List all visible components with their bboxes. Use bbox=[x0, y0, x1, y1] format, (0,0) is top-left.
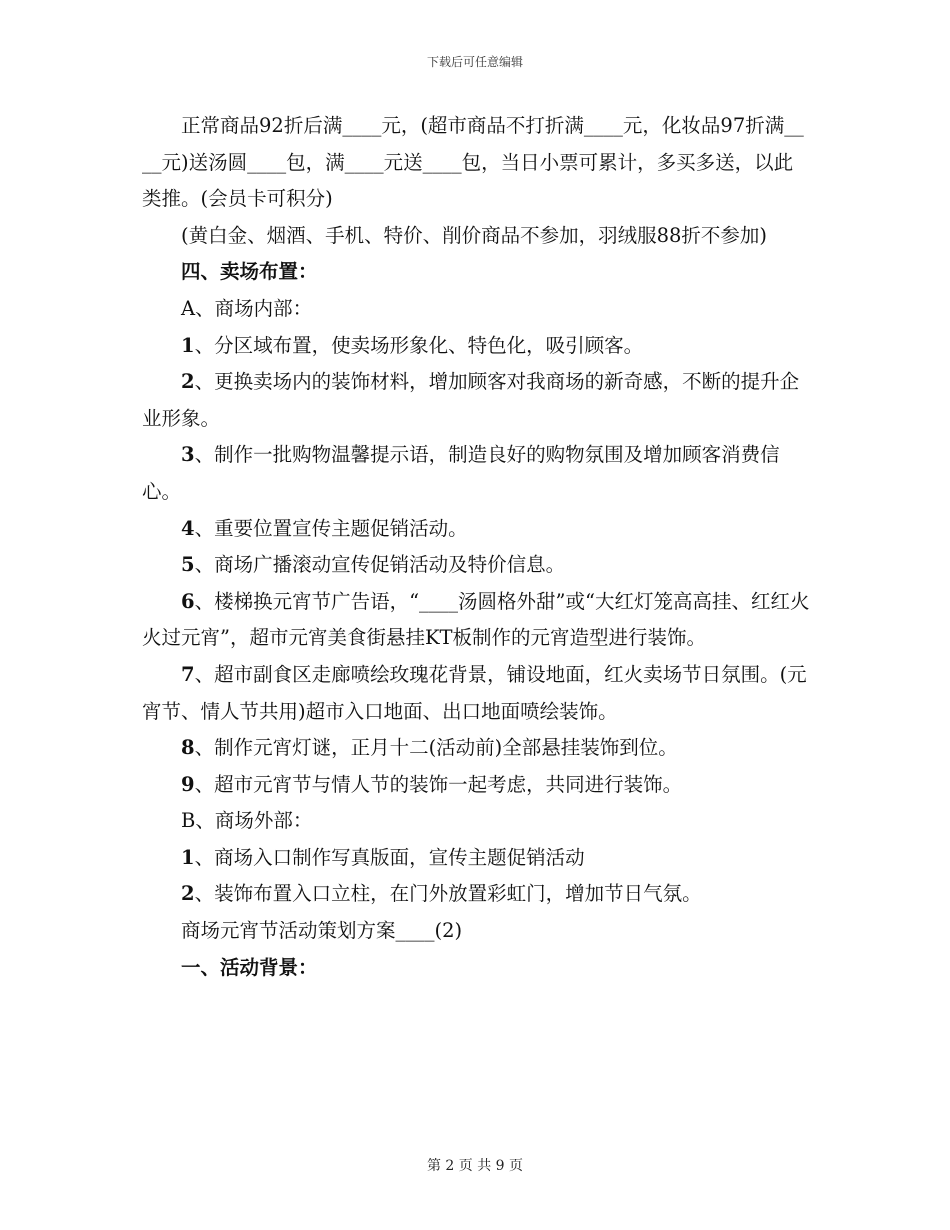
list-item-text: 、制作一批购物温馨提示语，制造良好的购物氛围及增加顾客消费信心。 bbox=[142, 443, 780, 503]
paragraph: (黄白金、烟酒、手机、特价、削价商品不参加，羽绒服88折不参加) bbox=[181, 223, 768, 247]
list-item bbox=[142, 328, 810, 365]
list-item-number: 6 bbox=[181, 589, 195, 613]
section-heading: 一、活动背景： bbox=[181, 955, 318, 979]
list-item bbox=[142, 876, 810, 913]
list-item bbox=[142, 767, 810, 804]
list-item-text: 、制作元宵灯谜，正月十二(活动前)全部悬挂装饰到位。 bbox=[194, 736, 678, 760]
paragraph: 正常商品92折后满____元，(超市商品不打折满____元，化妆品97折满____元)送汤圆____包，满____元送____包，当日小票可累计，多买多送，以此类推。(会员卡可积分) bbox=[142, 114, 804, 211]
list-item bbox=[142, 364, 810, 437]
document-body bbox=[142, 108, 810, 986]
list-item-text: 、超市副食区走廊喷绘玫瑰花背景，铺设地面，红火卖场节日氛围。(元宵节、情人节共用)超市入口地面、出口地面喷绘装饰。 bbox=[142, 662, 807, 723]
list-item bbox=[142, 547, 810, 584]
list-item bbox=[142, 584, 810, 657]
list-item-number: 8 bbox=[181, 736, 195, 760]
list-item-number: 3 bbox=[181, 443, 195, 467]
list-item-text: 、楼梯换元宵节广告语，“____汤圆格外甜”或“大红灯笼高高挂、红红火火过元宵”，超市元宵美食街悬挂KT板制作的元宵造型进行装饰。 bbox=[142, 589, 810, 650]
list-item-number: 1 bbox=[181, 333, 195, 357]
list-item-text: 、重要位置宣传主题促销活动。 bbox=[194, 516, 468, 540]
list-item-text: 、分区域布置，使卖场形象化、特色化，吸引顾客。 bbox=[194, 333, 644, 357]
list-item-number: 1 bbox=[181, 845, 195, 869]
page-footer: 第 2 页 共 9 页 bbox=[426, 1158, 524, 1174]
list-item-number: 7 bbox=[181, 662, 195, 686]
list-item bbox=[142, 511, 810, 548]
subsection-label: A、商场内部： bbox=[181, 296, 313, 320]
list-item-number: 2 bbox=[181, 882, 195, 906]
list-item-text: 、超市元宵节与情人节的装饰一起考虑，共同进行装饰。 bbox=[194, 772, 683, 796]
list-item bbox=[142, 657, 810, 730]
list-item-text: 、装饰布置入口立柱，在门外放置彩虹门，增加节日气氛。 bbox=[194, 882, 702, 906]
list-item-text: 、更换卖场内的装饰材料，增加顾客对我商场的新奇感，不断的提升企业形象。 bbox=[142, 370, 800, 430]
list-item-number: 4 bbox=[181, 516, 195, 540]
list-item bbox=[142, 840, 810, 877]
list-item-text: 、商场入口制作写真版面，宣传主题促销活动 bbox=[194, 845, 585, 869]
document-subtitle: 商场元宵节活动策划方案____(2) bbox=[181, 919, 463, 943]
subsection-label: B、商场外部： bbox=[181, 809, 313, 833]
list-item-number: 9 bbox=[181, 772, 195, 796]
list-item-number: 5 bbox=[181, 553, 195, 577]
section-heading: 四、卖场布置： bbox=[181, 260, 318, 284]
page-header: 下载后可任意编辑 bbox=[426, 55, 523, 69]
list-item bbox=[142, 730, 810, 767]
list-item bbox=[142, 437, 810, 510]
list-item-number: 2 bbox=[181, 370, 195, 394]
list-item-text: 、商场广播滚动宣传促销活动及特价信息。 bbox=[194, 553, 566, 577]
